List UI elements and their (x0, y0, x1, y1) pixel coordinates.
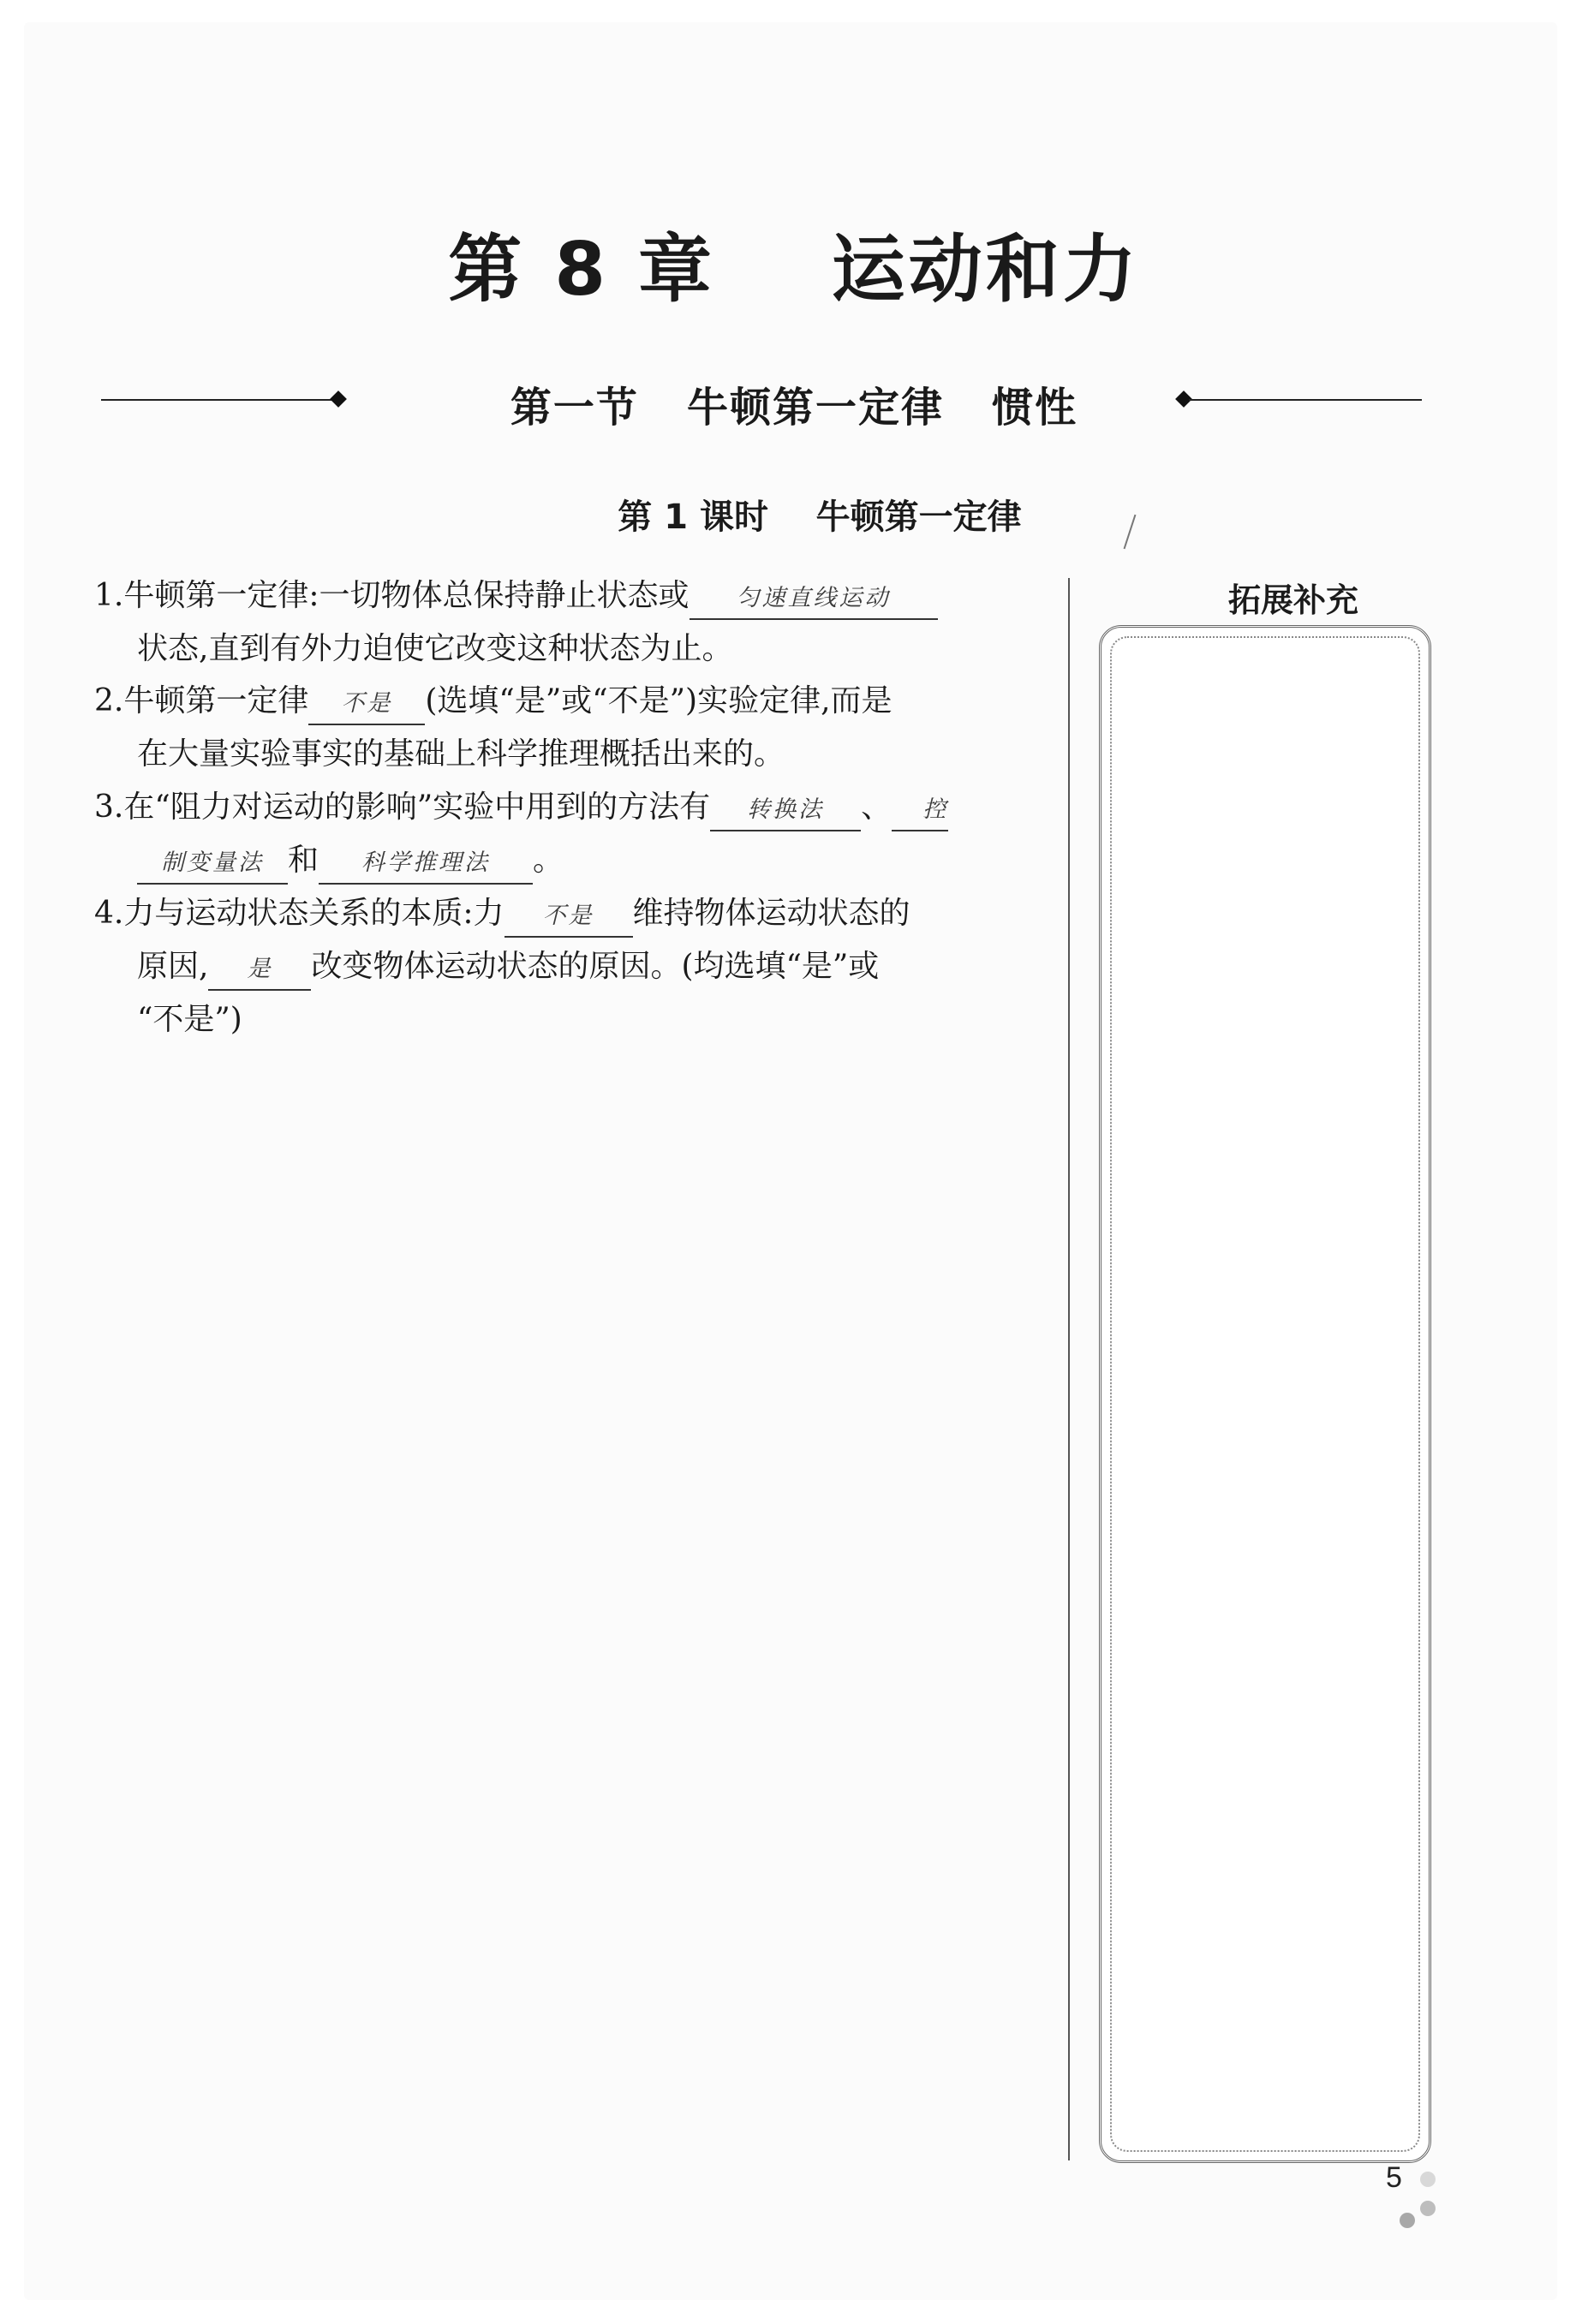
section-title: 第一节 牛顿第一定律 惯性 (510, 384, 1078, 432)
question-text: (选填“是”或“不是”)实验定律,而是 (425, 683, 893, 718)
page-dots-decoration (1396, 2201, 1448, 2244)
handwritten-answer: 是 (247, 956, 273, 982)
question-text: 在“阻力对运动的影响”实验中用到的方法有 (123, 790, 711, 825)
handwritten-answer: 制变量法 (161, 849, 264, 876)
notes-heading: 拓展补充 (1227, 581, 1358, 619)
question-text: 、 (861, 790, 893, 825)
question-text: 在大量实验事实的基础上科学推理概括出来的。 (137, 736, 785, 772)
section-rule-right (1189, 399, 1422, 401)
handwritten-answer: 不是 (542, 903, 594, 929)
answer-blank[interactable] (504, 894, 633, 938)
question-number: 4. (94, 896, 124, 931)
answer-blank[interactable] (319, 841, 533, 885)
notes-box[interactable] (1099, 625, 1431, 2163)
answer-blank[interactable] (137, 841, 288, 885)
question-text: 和 (288, 843, 319, 878)
answer-blank[interactable] (710, 788, 861, 831)
lesson-title: 第 1 课时 牛顿第一定律 (618, 498, 1022, 537)
question-2 (94, 675, 1036, 781)
question-text: 原因, (137, 949, 209, 984)
question-number: 1. (94, 578, 124, 613)
answer-blank[interactable] (892, 788, 948, 831)
column-divider (1068, 578, 1070, 2160)
notes-box-border (1110, 636, 1420, 2152)
question-text: 牛顿第一定律:一切物体总保持静止状态或 (123, 578, 690, 613)
question-text: 力与运动状态关系的本质:力 (123, 896, 504, 931)
question-text: 牛顿第一定律 (123, 683, 309, 718)
answer-blank[interactable] (690, 576, 938, 620)
question-text: 改变物体运动状态的原因。(均选填“是”或 (311, 949, 880, 984)
handwritten-answer: 匀速直线运动 (736, 585, 891, 611)
question-number: 3. (94, 790, 124, 825)
chapter-title: 第 8 章 运动和力 (448, 227, 1140, 313)
page-number: 5 (1386, 2161, 1402, 2194)
question-1 (94, 569, 1036, 676)
question-text: “不是”) (137, 1002, 242, 1037)
handwritten-answer: 控 (922, 796, 949, 823)
question-number: 2. (94, 683, 124, 718)
handwritten-answer: 不是 (341, 690, 393, 717)
question-4 (94, 887, 1036, 1046)
handwritten-answer: 转换法 (747, 796, 825, 823)
question-text: 维持物体运动状态的 (632, 896, 910, 931)
answer-blank[interactable] (208, 947, 311, 991)
question-text: 。 (533, 843, 564, 878)
question-3 (94, 781, 1036, 887)
handwritten-answer: 科学推理法 (361, 849, 491, 876)
answer-blank[interactable] (308, 682, 425, 725)
question-text: 状态,直到有外力迫使它改变这种状态为止。 (137, 631, 733, 666)
